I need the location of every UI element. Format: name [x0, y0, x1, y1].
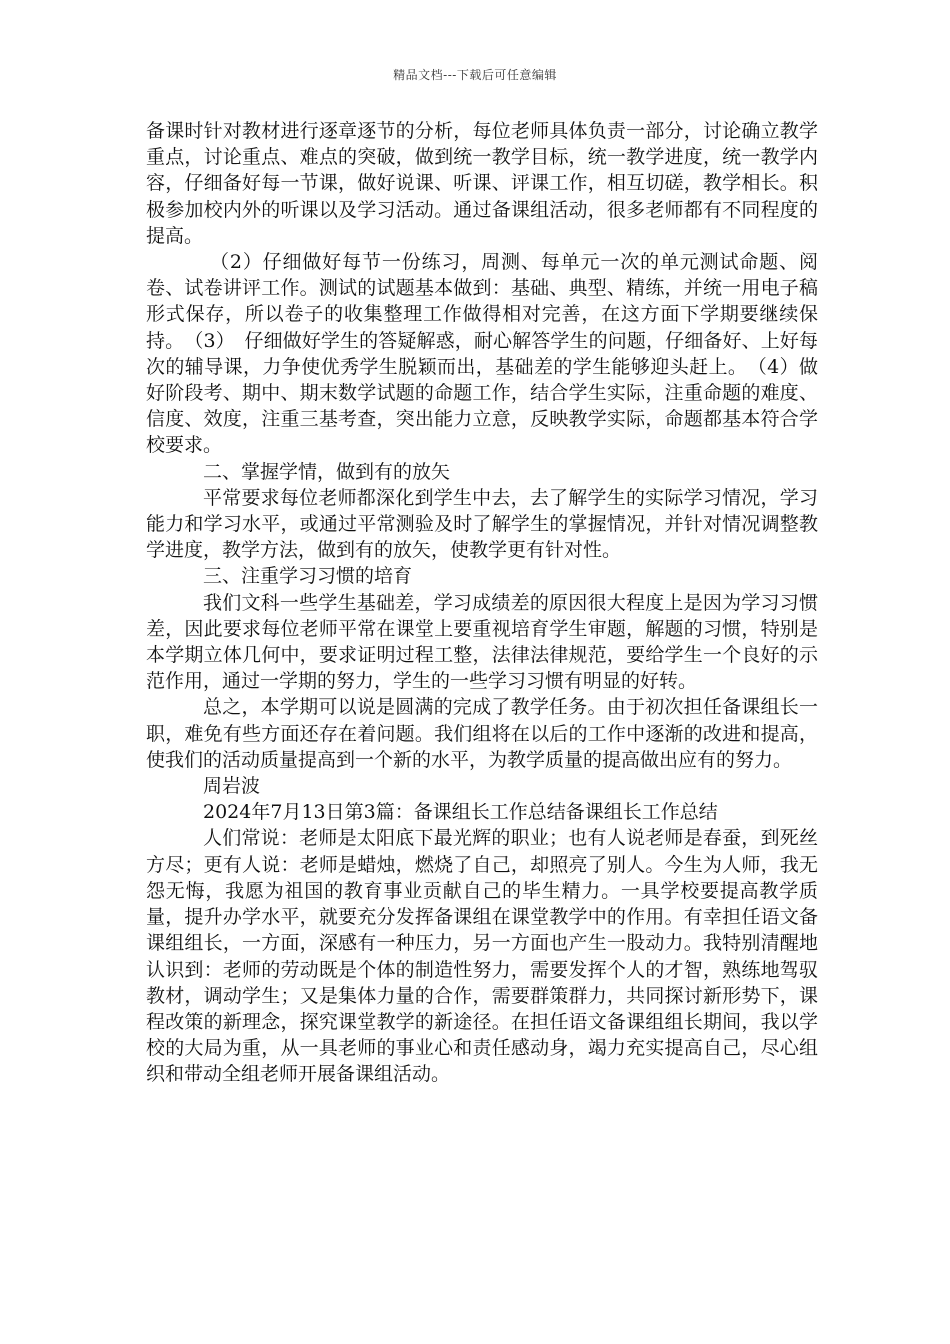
paragraph-lesson-prep: 备课时针对教材进行逐章逐节的分析，每位老师具体负责一部分，讨论确立教学重点，讨论重点、难点的突破，做到统一教学目标，统一教学进度，统一教学内容，仔细备好每一节课，做好说课、听课、评课工作，相互切磋，教学相长。积极参加校内外的听课以及学习活动。通过备课组活动，很多老师都有不同程度的提高。 [146, 120, 818, 247]
paragraph-intro: 人们常说：老师是太阳底下最光辉的职业；也有人说老师是春蚕，到死丝方尽；更有人说：老师是蜡烛，燃烧了自己，却照亮了别人。今生为人师，我无怨无悔，我愿为祖国的教育事业贡献自己的毕生精力。一具学校要提高教学质量，提升办学水平，就要充分发挥备课组在课堂教学中的作用。有幸担任语文备课组组长，一方面，深感有一种压力，另一方面也产生一股动力。我特别清醒地认识到：老师的劳动既是个体的制造性努力，需要发挥个人的才智，熟练地驾驭教材，调动学生；又是集体力量的合作，需要群策群力，共同探讨新形势下，课程改策的新理念，探究课堂教学的新途径。在担任语文备课组组长期间，我以学校的大局为重，从一具老师的事业心和责任感动身，竭力充实提高自己，尽心组织和带动全组老师开展备课组活动。 [146, 827, 818, 1086]
paragraph-habits: 我们文科一些学生基础差，学习成绩差的原因很大程度上是因为学习习惯差，因此要求每位老师平常在课堂上要重视培育学生审题，解题的习惯，特别是本学期立体几何中，要求证明过程工整，法律法律规范，要给学生一个良好的示范作用，通过一学期的努力，学生的一些学习习惯有明显的好转。 [146, 591, 818, 693]
paragraph-summary: 总之，本学期可以说是圆满的完成了教学任务。由于初次担任备课组长一职，难免有些方面还存在着问题。我们组将在以后的工作中逐渐的改进和提高，使我们的活动质量提高到一个新的水平，为教学质量的提高做出应有的努力。 [146, 696, 818, 771]
paragraph-exercises: （2）仔细做好每节一份练习，周测、每单元一次的单元测试命题、阅卷、试卷讲评工作。测试的试题基本做到：基础、典型、精练，并统一用电子稿形式保存，所以卷子的收集整理工作做得相对完善，在这方面下学期要继续保持。 （3） 仔细做好学生的答疑解惑，耐心解答学生的问题，仔细备好、上好每次的辅导课，力争使优秀学生脱颖而出，基础差的学生能够迎头赶上。 （4）做好阶段考、期中、期末数学试题的命题工作，结合学生实际，注重命题的难度、信度、效度，注重三基考查，突出能力立意，反映教学实际，命题都基本符合学校要求。 [146, 251, 818, 457]
document-body [146, 118, 818, 1088]
section-heading-habits: 三、注重学习习惯的培育 [203, 565, 413, 588]
page-header: 精品文档---下载后可任意编辑 [393, 68, 557, 82]
author-name: 周岩波 [203, 775, 261, 798]
paragraph-learning: 平常要求每位老师都深化到学生中去，去了解学生的实际学习情况，学习能力和学习水平，或通过平常测验及时了解学生的掌握情况，并针对情况调整教学进度，教学方法，做到有的放矢，使教学更有针对性。 [146, 486, 818, 562]
section-heading-learning: 二、掌握学情，做到有的放矢 [203, 460, 451, 483]
date-and-section-title: 2024年7月13日第3篇：备课组长工作总结备课组长工作总结 [203, 801, 718, 824]
